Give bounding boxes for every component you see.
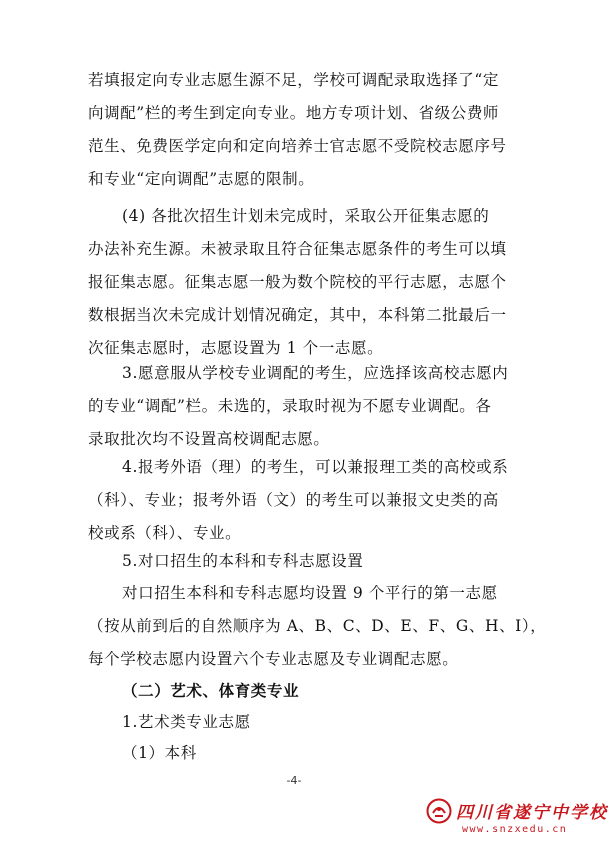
text-line: （1）本科 [122,744,197,762]
text-line: 若填报定向专业志愿生源不足，学校可调配录取选择了“定 [88,71,500,89]
school-seal-icon [426,798,452,824]
paragraph [88,64,508,196]
text-line: （按从前到后的自然顺序为 A、B、C、D、E、F、G、H、I）， [88,617,547,635]
text-line: 5.对口招生的本科和专科志愿设置 [122,552,364,570]
paragraph [88,577,547,676]
text-line: 范生、免费医学定向和定向培养士官志愿不受院校志愿序号 [88,137,507,155]
text-line: 的专业“调配”栏。未选的，录取时视为不愿专业调配。各 [88,397,492,415]
text-line: 1.艺术类专业志愿 [122,713,251,731]
text-line: 报征集志愿。征集志愿一般为数个院校的平行志愿，志愿个 [88,273,507,291]
text-line: 4.报考外语（理）的考生，可以兼报理工类的高校或系 [122,458,509,476]
text-line: 录取批次均不设置高校调配志愿。 [88,430,330,448]
paragraph [88,200,508,365]
watermark-url: www.snzxedu.cn [462,824,568,835]
text-line: 和专业“定向调配”志愿的限制。 [88,170,315,188]
text-line: （二）艺术、体育类专业 [122,681,300,700]
text-line: （科）、专业；报考外语（文）的考生可以兼报文史类的高 [88,491,499,509]
paragraph [88,451,508,550]
text-line: 次征集志愿时，志愿设置为 1 个一志愿。 [88,339,384,357]
paragraph [88,545,508,578]
text-line: 向调配”栏的考生到定向专业。地方专项计划、省级公费师 [88,104,500,122]
text-line: (4) 各批次招生计划未完成时，采取公开征集志愿的 [122,207,490,225]
text-line: 数根据当次未完成计划情况确定，其中，本科第二批最后一 [88,306,507,324]
text-line: 每个学校志愿内设置六个专业志愿及专业调配志愿。 [88,650,459,668]
text-line: 校或系（科）、专业。 [88,524,242,542]
paragraph [88,357,508,456]
page-number: -4- [286,774,302,787]
text-line: 办法补充生源。未被录取且符合征集志愿条件的考生可以填 [88,240,507,258]
paragraph [88,706,508,739]
section-heading [88,674,508,707]
text-line: 3.愿意服从学校专业调配的考生，应选择该高校志愿内 [122,364,509,382]
paragraph [88,737,508,770]
watermark-title: 四川省遂宁中学校 [456,803,608,823]
watermark [426,794,608,840]
text-line: 对口招生本科和专科志愿均设置 9 个平行的第一志愿 [122,584,498,602]
